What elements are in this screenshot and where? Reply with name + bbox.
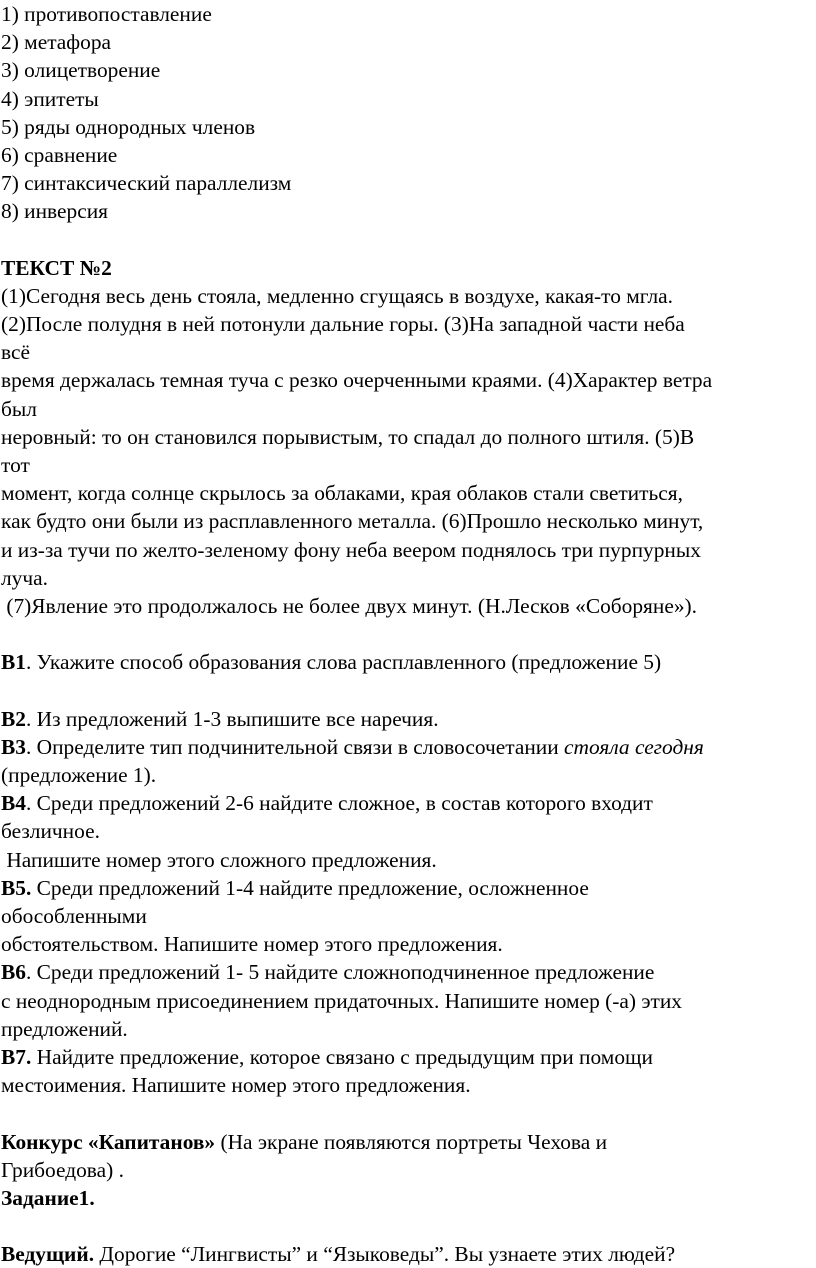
task-text: предложений. [1,1016,128,1041]
task-text: с неоднородным присоединением придаточных. Напишите номер (-а) этих [1,988,682,1013]
task-label: В5. [1,875,32,900]
task-text: местоимения. Напишите номер этого предложения. [1,1073,471,1098]
spacer [1,1099,813,1127]
contest-text: Грибоедова) . [1,1157,124,1182]
contest-title: Конкурс «Капитанов» [1,1129,216,1154]
list-item: 8) инверсия [1,199,109,224]
task-text: . Укажите способ образования слова расплавленного (предложение 5) [25,650,662,675]
host-label: Ведущий. [1,1242,95,1267]
contest-text: (На экране появляются портреты Чехова и [215,1129,608,1154]
task-text: обстоятельством. Напишите номер этого предложения. [1,932,503,957]
text-line: всё [1,340,30,365]
text-line: (7)Явление это продолжалось не более двух минут. (Н.Лесков «Соборяне»). [1,593,697,618]
task-b7 [1,1043,813,1099]
task-b4 [1,789,813,874]
task-b2 [1,705,813,733]
text-line: время держалась темная туча с резко очерченными краями. (4)Характер ветра [1,368,713,393]
list-item: 1) противопоставление [1,2,212,26]
text-line: тот [1,453,30,477]
text-line: момент, когда солнце скрылось за облаками, края облаков стали светиться, [1,481,683,506]
task-label: В4 [1,791,26,816]
list-item: 4) эпитеты [1,86,99,111]
task-b3 [1,733,813,789]
text-line: (2)После полудня в ней потонули дальние горы. (3)На западной части неба [1,312,685,337]
spacer [1,1212,813,1240]
text-line: и из-за тучи по желто-зеленому фону неба веером поднялось три пурпурных [1,537,701,562]
list-item: 6) сравнение [1,142,118,167]
document-page [1,0,813,1268]
task-label: В7. [1,1044,32,1069]
text-line: (1)Сегодня весь день стояла, медленно сгущаясь в воздухе, какая-то мгла. [1,283,674,308]
task-text: обособленными [1,904,147,928]
text-line: был [1,396,37,421]
text-line: как будто они были из расплавленного металла. (6)Прошло несколько минут, [1,509,704,534]
task-text: безличное. [1,819,100,844]
list-item: 3) олицетворение [1,58,161,83]
host-section [1,1240,813,1268]
task-text: . Из предложений 1-3 выпишите все наречия. [25,706,439,731]
list-item: 5) ряды однородных членов [1,114,256,139]
task-text: Найдите предложение, которое связано с предыдущим при помощи [31,1044,653,1069]
list-item: 7) синтаксический параллелизм [1,171,292,196]
task-text: . Среди предложений 1- 5 найдите сложноподчиненное предложение [25,960,655,985]
text-line: луча. [1,565,48,590]
task-text: . Определите тип подчинительной связи в словосочетании [25,734,565,759]
task-text: (предложение 1). [1,763,157,788]
host-text: Дорогие “Лингвисты” и “Языковеды”. Вы узнаете этих людей? [94,1242,676,1267]
task-text: Среди предложений 1-4 найдите предложение, осложненное [31,875,589,900]
text-2-section [1,254,813,620]
devices-list [1,0,813,226]
task-label: В6 [1,960,26,985]
task-label: В1 [1,650,26,675]
spacer [1,226,813,254]
contest-section [1,1128,813,1213]
task-label: В3 [1,734,26,759]
task-label: В2 [1,706,26,731]
task-heading: Задание1. [1,1185,95,1210]
spacer [1,620,813,648]
task-text: . Среди предложений 2-6 найдите сложное, в состав которого входит [25,791,653,816]
task-b5 [1,874,813,959]
text-2-heading: ТЕКСТ №2 [1,255,112,280]
task-phrase: стояла сегодня [564,734,704,759]
list-item: 2) метафора [1,30,112,55]
task-b1 [1,648,813,676]
task-b6 [1,958,813,1043]
text-line: неровный: то он становился порывистым, то спадал до полного штиля. (5)В [1,424,695,449]
spacer [1,677,813,705]
task-text: Напишите номер этого сложного предложения. [1,847,437,872]
